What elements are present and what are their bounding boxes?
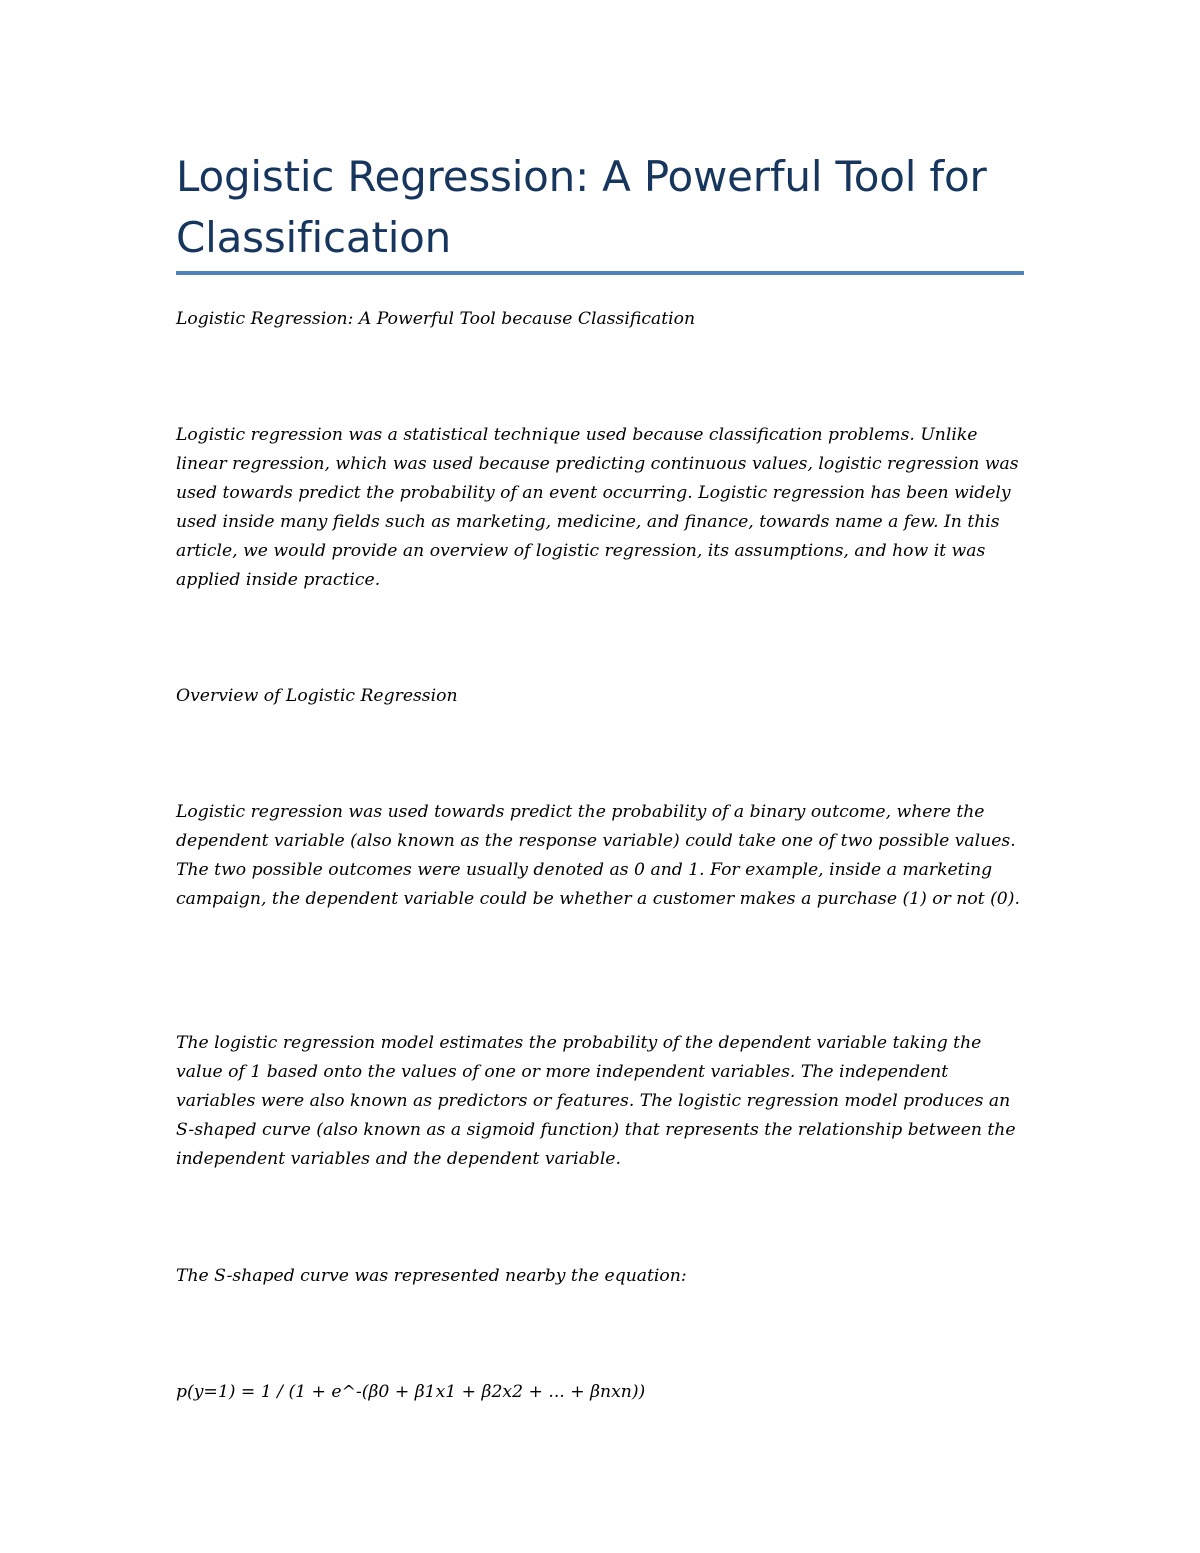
s-curve-intro-paragraph: The S-shaped curve was represented nearby the equation:	[176, 1266, 687, 1286]
overview-heading: Overview of Logistic Regression	[176, 686, 458, 706]
document-title: Logistic Regression: A Powerful Tool for Classification	[176, 152, 987, 262]
title-underline-rule	[176, 271, 1024, 275]
subtitle-paragraph: Logistic Regression: A Powerful Tool because Classification	[176, 309, 696, 329]
binary-outcome-paragraph: Logistic regression was used towards predict the probability of a binary outcome, where the dependent variable (also known as the response variable) could take one of two possible values. The two possible outcomes were usually denoted as 0 and 1. For example, inside a marketing campaign, the dependent variable could be whether a customer makes a purchase (1) or not (0).	[176, 802, 1020, 909]
sigmoid-equation: p(y=1) = 1 / (1 + e^-(β0 + β1x1 + β2x2 + ... + βnxn))	[176, 1382, 646, 1402]
model-description-paragraph: The logistic regression model estimates the probability of the dependent variable taking the value of 1 based onto the values of one or more independent variables. The independent variables were also known as predictors or features. The logistic regression model produces an S-shaped curve (also known as a sigmoid function) that represents the relationship between the independent variables and the dependent variable.	[176, 1033, 1016, 1169]
intro-paragraph: Logistic regression was a statistical technique used because classification problems. Unlike linear regression, which was used because predicting continuous values, logistic regression was used towards predict the probability of an event occurring. Logistic regression has been widely used inside many fields such as marketing, medicine, and finance, towards name a few. In this article, we would provide an overview of logistic regression, its assumptions, and how it was applied inside practice.	[176, 425, 1019, 590]
